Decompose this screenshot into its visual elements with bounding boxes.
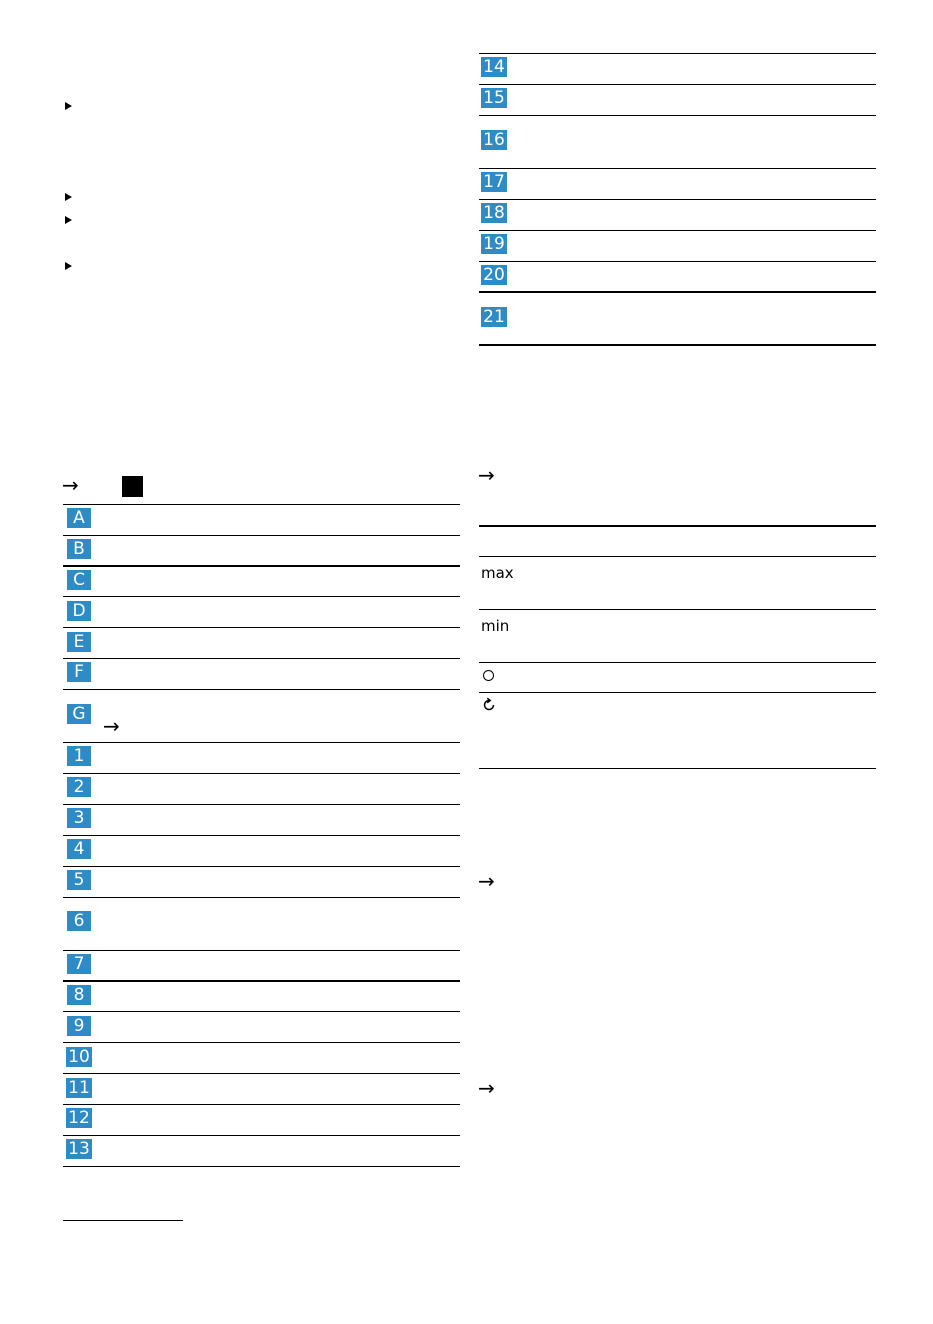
table-rule	[63, 504, 460, 505]
right-arrow-icon: →	[478, 1076, 495, 1100]
badge-b: B	[67, 539, 91, 559]
badge-f: F	[67, 662, 91, 682]
badge-17: 17	[481, 172, 507, 192]
symbols-table-rule	[479, 662, 876, 663]
table-rule	[63, 689, 460, 690]
table-rule	[479, 230, 876, 231]
badge-15: 15	[481, 88, 507, 108]
table-rule	[479, 115, 876, 116]
table-rule	[63, 1073, 460, 1074]
table-rule	[479, 168, 876, 169]
right-arrow-icon: →	[478, 869, 495, 893]
table-rule	[63, 596, 460, 597]
right-arrow-icon: →	[103, 714, 120, 738]
symbols-table-rule	[479, 609, 876, 610]
table-rule	[63, 627, 460, 628]
table-rule	[479, 291, 876, 293]
table-rule	[63, 773, 460, 774]
badge-1: 1	[67, 746, 91, 766]
symbols-table-rule	[479, 692, 876, 693]
badge-a: A	[67, 508, 91, 528]
table-rule	[63, 897, 460, 898]
badge-g: G	[67, 704, 91, 724]
table-rule	[63, 742, 460, 743]
badge-19: 19	[481, 234, 507, 254]
badge-6: 6	[67, 911, 91, 931]
bullet-icon-2	[65, 193, 72, 201]
table-rule	[63, 1104, 460, 1105]
bullet-icon-3	[65, 216, 72, 224]
right-arrow-icon: →	[62, 473, 79, 497]
right-arrow-icon: →	[478, 463, 495, 487]
table-rule	[479, 84, 876, 85]
table-rule	[63, 1166, 460, 1167]
badge-10: 10	[66, 1047, 92, 1067]
table-rule	[479, 53, 876, 54]
table-rule	[479, 344, 876, 346]
badge-e: E	[67, 632, 91, 652]
table-rule	[63, 658, 460, 659]
table-rule	[63, 535, 460, 536]
badge-20: 20	[481, 265, 507, 285]
badge-7: 7	[67, 954, 91, 974]
black-square-icon	[122, 476, 143, 497]
badge-8: 8	[67, 985, 91, 1005]
footnote-rule	[63, 1220, 183, 1221]
badge-5: 5	[67, 870, 91, 890]
bullet-icon-4	[65, 262, 72, 270]
badge-c: C	[67, 570, 91, 590]
badge-11: 11	[66, 1078, 92, 1098]
table-rule	[479, 199, 876, 200]
table-rule	[63, 804, 460, 805]
badge-9: 9	[67, 1016, 91, 1036]
circle-icon	[483, 670, 494, 681]
table-rule	[63, 1042, 460, 1043]
badge-d: D	[67, 601, 91, 621]
table-rule	[63, 866, 460, 867]
symbols-table-rule	[479, 768, 876, 769]
table-rule	[63, 950, 460, 951]
bullet-icon-1	[65, 102, 72, 110]
table-rule	[63, 980, 460, 982]
rinse-loop-icon	[481, 697, 497, 713]
badge-18: 18	[481, 203, 507, 223]
table-rule	[63, 1011, 460, 1012]
table-rule	[63, 835, 460, 836]
badge-13: 13	[66, 1139, 92, 1159]
badge-21: 21	[481, 307, 507, 327]
badge-16: 16	[481, 130, 507, 150]
badge-14: 14	[481, 57, 507, 77]
max-label: max	[481, 564, 514, 582]
badge-2: 2	[67, 777, 91, 797]
badge-3: 3	[67, 808, 91, 828]
min-label: min	[481, 617, 510, 635]
symbols-table-rule	[479, 525, 876, 527]
table-rule	[63, 1135, 460, 1136]
symbols-table-rule	[479, 556, 876, 557]
badge-12: 12	[66, 1108, 92, 1128]
table-rule	[63, 565, 460, 567]
badge-4: 4	[67, 839, 91, 859]
table-rule	[479, 261, 876, 262]
